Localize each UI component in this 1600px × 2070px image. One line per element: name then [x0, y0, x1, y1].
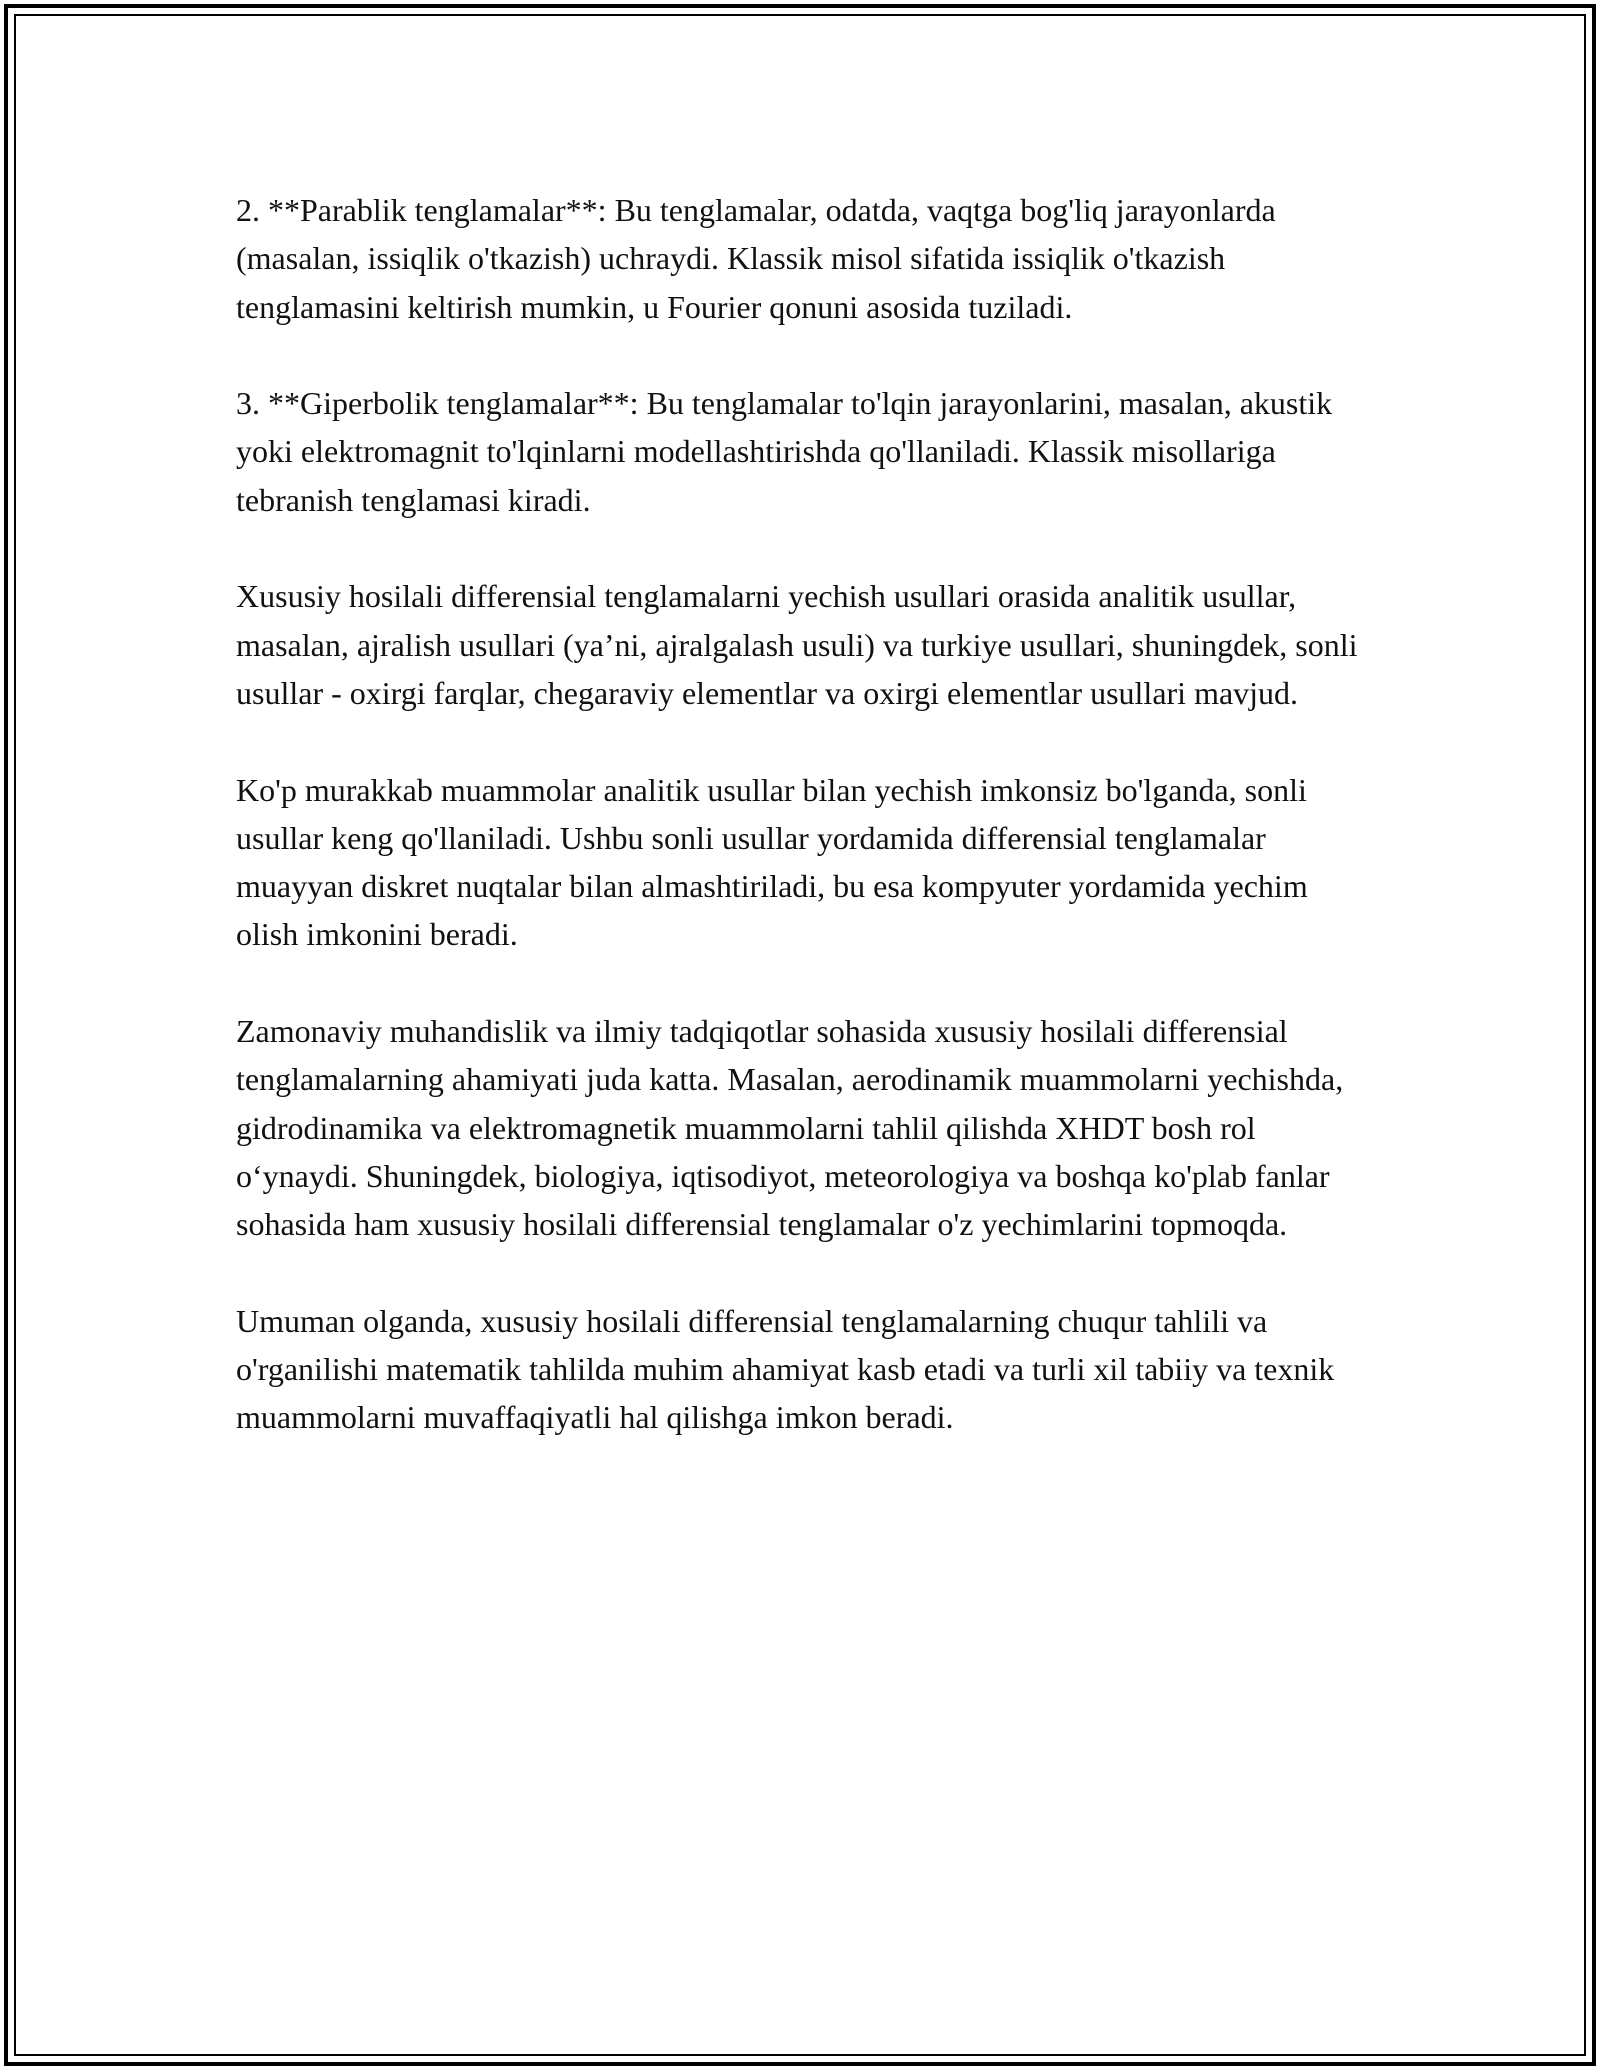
paragraph-conclusion: Umuman olganda, xususiy hosilali differensial tenglamalarning chuqur tahlili va o'rganilishi matematik tahlilda muhim ahamiyat kasb etadi va turli xil tabiiy va texnik muammolarni muvaffaqiyatli hal qilishga imkon beradi. [236, 1302, 1335, 1436]
paragraph-parabolic-equations: 2. **Parablik tenglamalar**: Bu tenglamalar, odatda, vaqtga bog'liq jarayonlarda (masalan, issiqlik o'tkazish) uchraydi. Klassik misol sifatida issiqlik o'tkazish tenglamasini keltirish mumkin, u Fourier qonuni asosida tuziladi. [236, 192, 1276, 325]
paragraph-hyperbolic-equations: 3. **Giperbolik tenglamalar**: Bu tenglamalar to'lqin jarayonlarini, masalan, akustik yoki elektromagnit to'lqinlarni modellashtirishda qo'llaniladi. Klassik misollariga tebranish tenglamasi kiradi. [236, 385, 1333, 518]
paragraph-applications: Zamonaviy muhandislik va ilmiy tadqiqotlar sohasida xususiy hosilali differensial tenglamalarning ahamiyati juda katta. Masalan, aerodinamik muammolarni yechishda, gidrodinamika va elektromagnetik muammolarni tahlil qilishda XHDT bosh rol o‘ynaydi. Shuningdek, biologiya, iqtisodiyot, meteorologiya va boshqa ko'plab fanlar sohasida ham xususiy hosilali differensial tenglamalar o'z yechimlarini topmoqda. [236, 1013, 1344, 1243]
document-body [236, 186, 1366, 1490]
paragraph-solution-methods: Xususiy hosilali differensial tenglamalarni yechish usullari orasida analitik usullar, masalan, ajralish usullari (ya’ni, ajralgalash usuli) va turkiye usullari, shuningdek, sonli usullar - oxirgi farqlar, chegaraviy elementlar va oxirgi elementlar usullari mavjud. [236, 578, 1358, 711]
paragraph-numerical-methods: Ko'p murakkab muammolar analitik usullar bilan yechish imkonsiz bo'lganda, sonli usullar keng qo'llaniladi. Ushbu sonli usullar yordamida differensial tenglamalar muayyan diskret nuqtalar bilan almashtiriladi, bu esa kompyuter yordamida yechim olish imkonini beradi. [236, 771, 1308, 953]
